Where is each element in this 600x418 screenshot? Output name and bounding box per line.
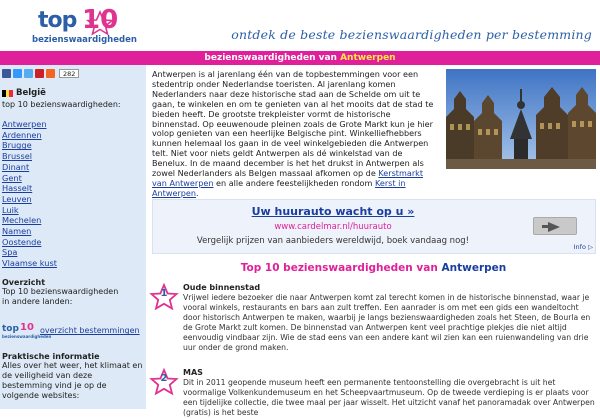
- sidebar: [0, 65, 146, 409]
- social-share-bar: [2, 68, 144, 79]
- intro-paragraph: [152, 70, 440, 199]
- intro-text-3: .: [196, 187, 199, 198]
- sidebar-item-dinant[interactable]: Dinant: [2, 161, 30, 172]
- top10-heading: [151, 262, 596, 274]
- overzicht-link-row: [2, 323, 144, 339]
- page-title-city: Antwerpen: [340, 53, 396, 63]
- logo-ten-text: 10: [82, 5, 119, 35]
- item-title: Oude binnenstad: [183, 283, 261, 292]
- page-title-prefix: bezienswaardigheden van: [204, 53, 341, 63]
- sidebar-item-oostende[interactable]: Oostende: [2, 236, 42, 247]
- item-text: Vrijwel iedere bezoeker die naar Antwerpen komt zal terecht komen in de historische binnenstad, waar je vooral winkels, restaurants en bars aan zult treffen. Een aanrader is om met een gids een wandeltocht door historisch Antwerpen te maken, waarbij je langs bezienswaardigheden zoals het Steen, de Bourla en de Grote Markt zult komen. De binnenstad van Antwerpen kent veel prachtige plekjes die niet altijd eenvoudig vindbaar zijn. Wie de stad eens van een andere kant wil zien kan een ruienwandeling van drie uur onder de grond maken.: [183, 293, 591, 353]
- item-body: [183, 283, 596, 354]
- mini-logo[interactable]: [2, 321, 52, 339]
- sidebar-item-vlaamse-kust[interactable]: Vlaamse kust: [2, 258, 57, 269]
- praktisch-text: Alles over het weer, het klimaat en de veiligheid van deze bestemming vind je op de volgende websites:: [2, 360, 143, 400]
- item-title: MAS: [183, 368, 203, 377]
- top10-heading-prefix: Top 10 bezienswaardigheden van: [240, 262, 442, 274]
- overzicht-bestemmingen-link[interactable]: overzicht bestemmingen: [40, 326, 140, 336]
- overzicht-text-2: in andere landen:: [2, 296, 73, 306]
- sidebar-item-ardennen[interactable]: Ardennen: [2, 129, 42, 140]
- logo-top-text: top: [38, 8, 77, 33]
- item-text: Dit in 2011 geopende museum heeft een permanente tentoonstelling die overgebracht is uit het voormalige Volkenkundemuseum en het Scheepvaartmuseum. Op de tweede verdieping is er plaats voor een tijdelijke collectie, die twee maal per jaar wisselt. Het uitzicht vanaf het panoramadak over Antwerpen (gratis) is het beste: [183, 378, 595, 418]
- country-heading: [2, 88, 144, 98]
- header: [0, 0, 600, 50]
- ad-arrow-button[interactable]: [533, 217, 577, 235]
- logo-subtitle: bezienswaardigheden: [32, 35, 137, 45]
- site-logo[interactable]: [28, 5, 148, 47]
- sidebar-item-luik[interactable]: Luik: [2, 204, 19, 215]
- kerst-link[interactable]: Kerst in Antwerpen: [152, 177, 406, 198]
- overzicht-text-1: Top 10 bezienswaardigheden: [2, 286, 119, 296]
- sidebar-item-brussel[interactable]: Brussel: [2, 151, 33, 162]
- page-title-bar: [0, 51, 600, 65]
- sidebar-subhead: top 10 bezienswaardigheden:: [2, 100, 121, 109]
- more-icon[interactable]: [46, 69, 55, 78]
- sidebar-item-leuven[interactable]: Leuven: [2, 193, 32, 204]
- sidebar-item-spa[interactable]: Spa: [2, 247, 18, 258]
- ad-title-link[interactable]: Uw huurauto wacht op u »: [251, 205, 415, 218]
- intro-text-1: Antwerpen is al jarenlang één van de topbestemmingen voor een stedentrip onder Nederlandse toeristen. Al jarenlang komen Nederlanders naar deze historische stad aan de Schelde om uit te gaan, te winkelen en om te genieten van al het mooits dat de stad te bieden heeft. De grootste trekpleister vormt de historische binnenstad. Op eeuwenoude pleinen zoals de Grote Markt kun je hier volop genieten van een heerlijke Belgische pint. Winkelliefhebbers kunnen helemaal los gaan in de veel winkelgebieden die Antwerpen telt. Niet voor niets geldt Antwerpen als dé winkelstad van de Benelux. In de maand december is het het drukst in Antwerpen als zowel Nederlanders als Belgen massaal afkomen op de: [152, 69, 434, 179]
- sidebar-item-namen[interactable]: Namen: [2, 226, 32, 237]
- share-count: 282: [59, 69, 79, 78]
- sidebar-item-brugge[interactable]: Brugge: [2, 140, 32, 151]
- item-body: [183, 368, 596, 418]
- city-list: [2, 119, 144, 269]
- ad-info-link[interactable]: Info ▷: [573, 243, 593, 251]
- kerstmarkt-link[interactable]: Kerstmarkt van Antwerpen: [152, 168, 424, 188]
- ad-url[interactable]: www.cardelmar.nl/huurauto: [274, 222, 392, 232]
- overzicht-heading: Overzicht: [2, 277, 46, 287]
- top10-heading-city: Antwerpen: [441, 262, 507, 274]
- sidebar-item-antwerpen[interactable]: Antwerpen: [2, 119, 47, 129]
- car-rental-ad: [152, 199, 596, 254]
- mini-logo-ten: 10: [20, 321, 34, 333]
- item-rank: 2: [160, 373, 168, 384]
- delicious-icon[interactable]: [13, 69, 22, 78]
- intro-text-2: en alle andere feestelijkheden rondom: [213, 177, 375, 188]
- site-tagline: ontdek de beste bezienswaardigheden per bestemming: [231, 27, 592, 42]
- belgium-flag-icon: [2, 90, 13, 97]
- sidebar-item-hasselt[interactable]: Hasselt: [2, 183, 33, 194]
- sidebar-item-mechelen[interactable]: Mechelen: [2, 215, 42, 226]
- facebook-icon[interactable]: [2, 69, 11, 78]
- mini-logo-top: top: [2, 323, 19, 334]
- photo-illustration: [446, 69, 596, 169]
- praktisch-heading: Praktische informatie: [2, 351, 100, 361]
- twitter-icon[interactable]: [24, 69, 33, 78]
- country-name: België: [16, 88, 46, 98]
- item-rank: 1: [160, 288, 168, 299]
- pinterest-icon[interactable]: [35, 69, 44, 78]
- antwerp-grote-markt-photo: [446, 69, 596, 169]
- mini-logo-sub: bezienswaardigheden: [2, 333, 52, 339]
- sidebar-item-gent[interactable]: Gent: [2, 172, 22, 183]
- ad-description: Vergelijk prijzen van aanbieders wereldwijd, boek vandaag nog!: [196, 236, 470, 246]
